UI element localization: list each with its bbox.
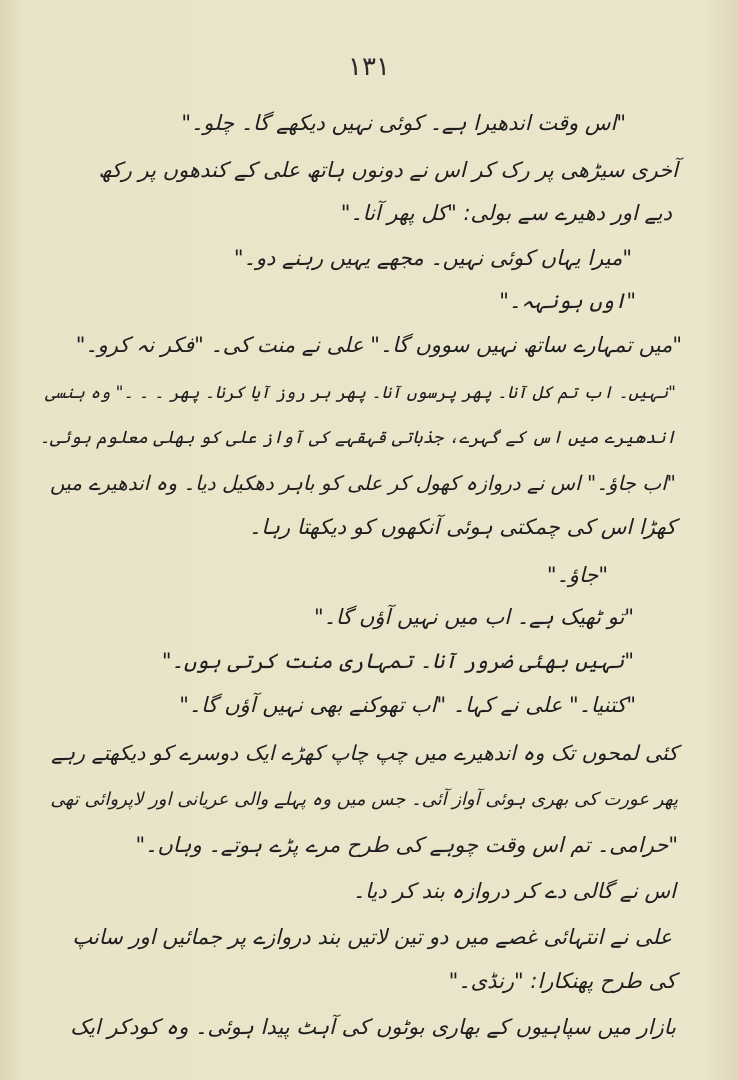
text-line: "کتنیا۔" علی نے کہا۔ "اب تھوکنے بھی نہیں آؤں گا۔" xyxy=(179,693,636,717)
text-line: کی طرح پھنکارا: "رنڈی۔" xyxy=(448,969,676,993)
text-line: "میں تمہارے ساتھ نہیں سووں گا۔" علی نے منت کی۔ "فکر نہ کرو۔" xyxy=(75,333,682,357)
text-line: پھر عورت کی بھری ہوئی آواز آئی۔ جس میں وہ پہلے والی عریانی اور لاپروائی تھی xyxy=(50,789,678,810)
text-line: اندھیرے میں اس کے گہرے، جذباتی قہقہے کی آواز علی کو بھلی معلوم ہوئی۔ xyxy=(39,428,676,448)
text-line: "میرا یہاں کوئی نہیں۔ مجھے یہیں رہنے دو۔" xyxy=(233,246,632,270)
page-number: ۱۳۱ xyxy=(348,52,390,82)
text-line: آخری سیڑھی پر رک کر اس نے دونوں ہاتھ علی کے کندھوں پر رکھ xyxy=(98,158,678,182)
text-line: اس نے گالی دے کر دروازہ بند کر دیا۔ xyxy=(352,879,676,903)
text-line: بازار میں سپاہیوں کے بھاری بوٹوں کی آہٹ پیدا ہوئی۔ وہ کودکر ایک xyxy=(70,1015,676,1039)
text-line: دیے اور دھیرے سے بولی: "کل پھر آنا۔" xyxy=(340,201,672,225)
text-line: کئی لمحوں تک وہ اندھیرے میں چپ چاپ کھڑے ایک دوسرے کو دیکھتے رہے xyxy=(51,741,678,765)
text-line: "تو ٹھیک ہے۔ اب میں نہیں آؤں گا۔" xyxy=(313,605,634,629)
text-line: "اس وقت اندھیرا ہے۔ کوئی نہیں دیکھے گا۔ چلو۔" xyxy=(181,111,626,135)
text-line: "حرامی۔ تم اس وقت چوہے کی طرح مرے پڑے ہوتے۔ وہاں۔" xyxy=(135,833,678,857)
text-line: "جاؤ۔" xyxy=(546,563,608,587)
text-line: "نہیں بھئی ضرور آنا۔ تمہاری منت کرتی ہوں۔" xyxy=(161,649,634,673)
text-line: "اب جاؤ۔" اس نے دروازہ کھول کر علی کو باہر دھکیل دیا۔ وہ اندھیرے میں xyxy=(50,471,676,495)
text-line: "اوں ہونہہ۔" xyxy=(499,289,636,313)
text-line: کھڑا اس کی چمکتی ہوئی آنکھوں کو دیکھتا رہا۔ xyxy=(249,515,676,539)
text-line: "نہیں۔ اب تم کل آنا۔ پھر پرسوں آنا۔ پھر ہر روز آیا کرنا۔ پھر ۔ ۔ ۔" وہ ہنسی xyxy=(45,383,676,403)
text-line: علی نے انتہائی غصے میں دو تین لاتیں بند دروازے پر جمائیں اور سانپ xyxy=(72,925,672,949)
